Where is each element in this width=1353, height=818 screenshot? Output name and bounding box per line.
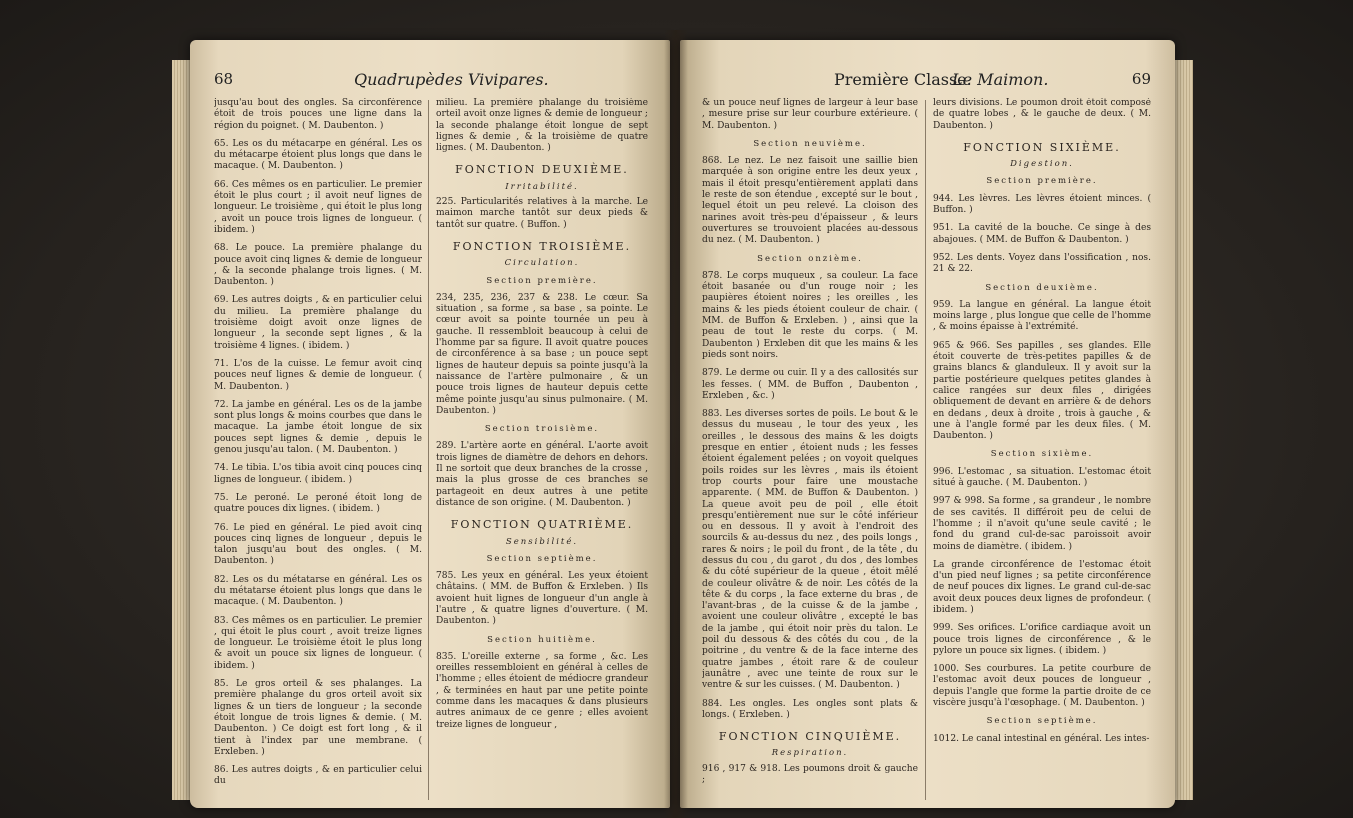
subheading: Section deuxième.: [985, 282, 1099, 293]
subheading: Circulation.: [504, 258, 580, 269]
paragraph: & un pouce neuf lignes de largeur à leur base , mesure prise sur leur courbure extérieure. ( M. Daubenton. ): [702, 98, 918, 131]
paragraph: 86. Les autres doigts , & en particulier celui du: [214, 765, 422, 787]
paragraph: 951. La cavité de la bouche. Ce singe à des abajoues. ( MM. de Buffon & Daubenton. ): [933, 223, 1151, 245]
paragraph: 944. Les lèvres. Les lèvres étoient minces. ( Buffon. ): [933, 193, 1151, 216]
section-heading: FONCTION DEUXIÈME.: [455, 163, 629, 177]
book-gutter: [664, 30, 688, 818]
subheading: Digestion.: [1010, 159, 1074, 170]
right-column-2: [933, 98, 1151, 803]
paragraph: 884. Les ongles. Les ongles sont plats & longs. ( Erxleben. ): [702, 698, 918, 720]
paragraph: 234, 235, 236, 237 & 238. Le cœur. Sa situation , sa forme , sa base , sa pointe. Le cœur avoit sa pointe tournée un peu à gauche. Il ressembloit beaucoup à celui de l'homme par sa figure. Il avoit quatre pouces de circonférence à sa base ; un pouce sept lignes de hauteur depuis sa pointe jusqu'à la naissance de l'artère pulmonaire , & un pouce trois lignes de hauteur depuis cette même pointe jusqu'au sinus pulmonaire. ( M. Daubenton. ): [436, 292, 648, 416]
paragraph: 71. L'os de la cuisse. Le femur avoit cinq pouces neuf lignes & demie de longueur. ( M. Daubenton. ): [214, 358, 422, 392]
paragraph: 1000. Ses courbures. La petite courbure de l'estomac avoit deux pouces de longueur , depuis l'angle que forme la partie droite de ce viscère jusqu'à l'œsophage. ( M. Daubenton. ): [933, 664, 1151, 709]
paragraph: 916 , 917 & 918. Les poumons droit & gauche ;: [702, 763, 918, 786]
subheading: Respiration.: [771, 748, 849, 759]
paragraph: 82. Les os du métatarse en général. Les os du métatarse étoient plus longs que dans le macaque. ( M. Daubenton. ): [214, 574, 422, 608]
paragraph: 999. Ses orifices. L'orifice cardiaque avoit un pouce trois lignes de circonférence , & le pylore un pouce six lignes. ( ibidem. ): [933, 623, 1151, 656]
paragraph: 996. L'estomac , sa situation. L'estomac étoit situé à gauche. ( M. Daubenton. ): [933, 466, 1151, 489]
subheading: Irritabilité.: [505, 181, 579, 192]
paragraph: 76. Le pied en général. Le pied avoit cinq pouces cinq lignes de longueur , depuis le talon jusqu'au bout des ongles. ( M. Daubenton. ): [214, 522, 422, 567]
paragraph: milieu. La première phalange du troisième orteil avoit onze lignes & demie de longueur ; la seconde phalange étoit longue de sept lignes & demie , & la troisième de quatre lignes. ( M. Daubenton. ): [436, 98, 648, 154]
left-page-number: 68: [214, 70, 234, 88]
subheading: Section sixième.: [990, 449, 1094, 460]
paragraph: 997 & 998. Sa forme , sa grandeur , le nombre de ses cavités. Il différoit peu de celui de l'homme ; il n'avoit qu'une seule cavité ; le fond du grand cul-de-sac paroissoit avoir moins de diamètre. ( ibidem. ): [933, 496, 1151, 552]
paragraph: 883. Les diverses sortes de poils. Le bout & le dessus du museau , le tour des yeux , les oreilles , le dessous des mains & les doigts presque en entier , étoient nuds ; les fesses étoient également pelées ; on voyoit quelques poils roides sur les lèvres , mais ils étoient trop courts pour faire une moustache apparente. ( MM. de Buffon & Daubenton. ) La queue avoit peu de poil , elle étoit presqu'entièrement nue sur le côté inférieur ou en dessous. Il y avoit à l'endroit des sourcils & au-dessus du nez , des poils longs , rares & noirs ; le poil du front , de la tête , du dessus du cou , du garot , du dos , des lombes & du côté supérieur de la queue , étoit mêlé de couleur olivâtre & de noir. Les côtés de la tête & du corps , la face externe du bras , de l'avant-bras , de la cuisse & de la jambe , avoient une couleur olivâtre , excepté le bas de la jambe , qui étoit noir près du talon. Le poil du dessous & des côtés du cou , de la poitrine , du ventre & de la face interne des quatre jambes , étoit rare & de couleur jaunâtre , avec une teinte de roux sur le ventre & sur les cuisses. ( M. Daubenton. ): [702, 409, 918, 691]
subheading: Section neuvième.: [753, 138, 867, 149]
subheading: Section onzième.: [757, 253, 863, 264]
subheading: Section septième.: [986, 716, 1098, 727]
left-column-2: [436, 98, 648, 803]
paragraph: 289. L'artère aorte en général. L'aorte avoit trois lignes de diamètre de dehors en dehors. Il ne sortoit que deux branches de la crosse , mais la plus grosse de ces branches se partageoit en deux autres à une petite distance de son origine. ( M. Daubenton. ): [436, 441, 648, 508]
right-page-number: 69: [1131, 70, 1151, 88]
paragraph: 785. Les yeux en général. Les yeux étoient châtains. ( MM. de Buffon & Erxleben. ) Ils avoient huit lignes de longueur d'un angle à l'autre , & quatre lignes d'ouverture. ( M. Daubenton. ): [436, 571, 648, 627]
section-heading: FONCTION TROISIÈME.: [452, 239, 632, 253]
paragraph: 952. Les dents. Voyez dans l'ossification , nos. 21 & 22.: [933, 252, 1151, 275]
subheading: Section première.: [486, 275, 598, 286]
paragraph: 225. Particularités relatives à la marche. Le maimon marche tantôt sur deux pieds & tantôt sur quatre. ( Buffon. ): [436, 197, 648, 230]
page-edges-left: [172, 60, 190, 800]
left-running-title: Quadrupèdes Vivipares.: [354, 70, 549, 89]
paragraph: 68. Le pouce. La première phalange du pouce avoit cinq lignes & demie de longueur , & la seconde phalange trois lignes. ( M. Daubenton. ): [214, 243, 422, 288]
paragraph: 66. Ces mêmes os en particulier. Le premier étoit le plus court ; il avoit neuf lignes de longueur. Le troisième , qui étoit le plus long , avoit un pouce trois lignes de longueur. ( ibidem. ): [214, 179, 422, 235]
subheading: Section troisième.: [484, 424, 600, 435]
subheading: Section huitième.: [487, 634, 597, 645]
paragraph: 835. L'oreille externe , sa forme , &c. Les oreilles ressembloient en général à celles de l'homme ; elles étoient de médiocre grandeur , & terminées en haut par une petite pointe comme dans les macaques & dans plusieurs autres animaux de ce genre ; elles avoient treize lignes de longueur ,: [436, 651, 648, 730]
paragraph: 878. Le corps muqueux , sa couleur. La face étoit basanée ou d'un rouge noir ; les paupières étoient noires ; les oreilles , les mains & les pieds étoient couleur de chair. ( MM. de Buffon & Erxleben. ) , ainsi que la peau de tout le reste du corps. ( M. Daubenton ) Erxleben dit que les mains & les pieds sont noirs.: [702, 270, 918, 360]
right-running-title: Première Classe.: [834, 70, 972, 89]
subheading: Section première.: [986, 176, 1098, 187]
paragraph: jusqu'au bout des ongles. Sa circonférence étoit de trois pouces une ligne dans la région du poignet. ( M. Daubenton. ): [214, 98, 422, 131]
right-page: [680, 40, 1175, 808]
paragraph: 879. Le derme ou cuir. Il y a des callosités sur les fesses. ( MM. de Buffon , Daubenton , Erxleben , &c. ): [702, 368, 918, 401]
paragraph: 72. La jambe en général. Les os de la jambe sont plus longs & moins courbes que dans le macaque. La jambe étoit longue de six pouces sept lignes & demie , depuis le genou jusqu'au talon. ( M. Daubenton. ): [214, 399, 422, 456]
right-running-subject: Le Maimon.: [952, 70, 1049, 89]
paragraph: 868. Le nez. Le nez faisoit une saillie bien marquée à son origine entre les deux yeux , mais il étoit presqu'entièrement applati dans le reste de son étendue , excepté sur le bout , lequel étoit un peu relevé. La cloison des narines avoit très-peu d'épaisseur , & leurs ouvertures se trouvoient placées au-dessous du nez. ( M. Daubenton. ): [702, 156, 918, 246]
paragraph: 1012. Le canal intestinal en général. Les intes-: [933, 733, 1150, 744]
column-rule: [428, 100, 429, 800]
left-column-1: [214, 98, 422, 803]
left-page: [190, 40, 670, 808]
paragraph: 85. Le gros orteil & ses phalanges. La première phalange du gros orteil avoit six lignes & un tiers de longueur ; la seconde étoit longue de trois lignes & demie. ( M. Daubenton. ) Ce doigt est fort long , & il tient à l'index par une membrane. ( Erxleben. ): [214, 679, 422, 757]
paragraph: 74. Le tibia. L'os tibia avoit cinq pouces cinq lignes de longueur. ( ibidem. ): [214, 463, 422, 485]
paragraph: 69. Les autres doigts , & en particulier celui du milieu. La première phalange du troisième doigt avoit onze lignes de longueur , la seconde sept lignes , & la troisième 4 lignes. ( ibidem. ): [214, 295, 422, 351]
paragraph: leurs divisions. Le poumon droit étoit composé de quatre lobes , & le gauche de deux. ( M. Daubenton. ): [933, 98, 1151, 131]
page-edges-right: [1175, 60, 1193, 800]
right-running-head: [694, 70, 1161, 94]
paragraph: 83. Ces mêmes os en particulier. Le premier , qui étoit le plus court , avoit treize lignes de longueur. Le troisième étoit le plus long & avoit un pouce six lignes de longueur. ( ibidem. ): [214, 615, 422, 671]
paragraph: 965 & 966. Ses papilles , ses glandes. Elle étoit couverte de très-petites papilles & de grains blancs & glanduleux. Il y avoit sur la partie postérieure quelques petites glandes à calice rangées sur deux files , dirigées obliquement de devant en arrière & de dehors en dedans , deux à droite , trois à gauche , & une à l'angle formé par les deux files. ( M. Daubenton. ): [933, 340, 1151, 442]
paragraph: 75. Le peroné. Le peroné étoit long de quatre pouces dix lignes. ( ibidem. ): [214, 492, 422, 515]
paragraph: La grande circonférence de l'estomac étoit d'un pied neuf lignes ; sa petite circonférence de neuf pouces dix lignes. Le grand cul-de-sac avoit deux pouces deux lignes de profondeur. ( ibidem. ): [933, 559, 1151, 615]
paragraph: 65. Les os du métacarpe en général. Les os du métacarpe étoient plus longs que dans le macaque. ( M. Daubenton. ): [214, 138, 422, 172]
subheading: Sensibilité.: [505, 536, 579, 547]
section-heading: FONCTION CINQUIÈME.: [718, 730, 902, 744]
subheading: Section septième.: [486, 553, 598, 564]
column-rule: [925, 100, 926, 800]
paragraph: 959. La langue en général. La langue étoit moins large , plus longue que celle de l'homme , & moins épaisse à l'extrémité.: [933, 299, 1151, 333]
section-heading: FONCTION SIXIÈME.: [963, 140, 1121, 154]
section-heading: FONCTION QUATRIÈME.: [450, 518, 634, 532]
left-running-head: [204, 70, 656, 94]
right-column-1: [702, 98, 918, 803]
